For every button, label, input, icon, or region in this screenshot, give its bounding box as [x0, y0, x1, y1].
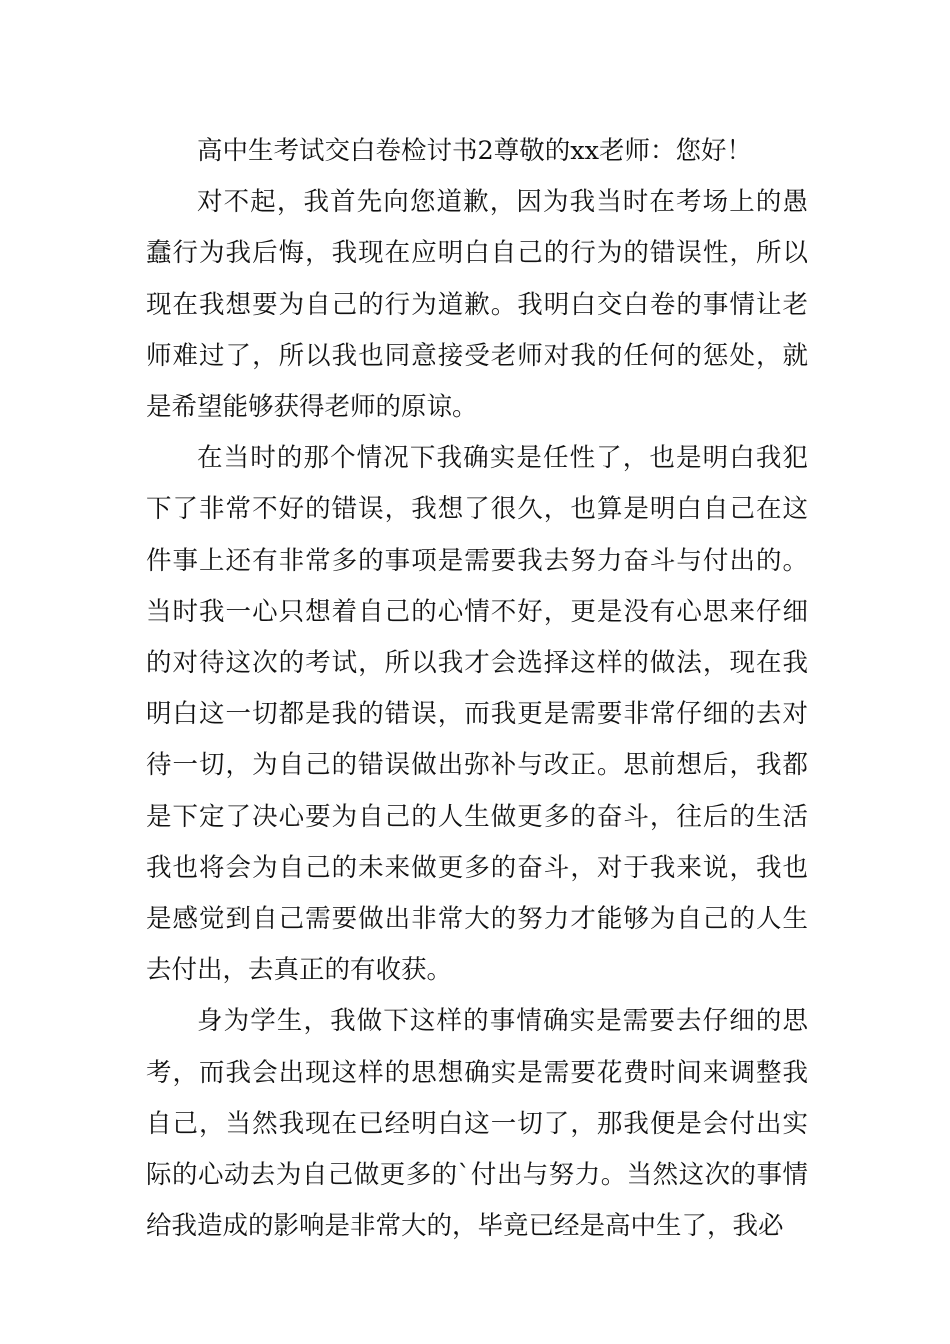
- document-body: [146, 126, 808, 1252]
- title-line: 高中生考试交白卷检讨书2尊敬的xx老师：您好！: [197, 136, 752, 166]
- paragraph-apology: 对不起，我首先向您道歉，因为我当时在考场上的愚蠢行为我后悔，我现在应明白自己的行为的错误性，所以现在我想要为自己的行为道歉。我明白交白卷的事情让老师难过了，所以我也同意接受老师对我的任何的惩处，就是希望能够获得老师的原谅。: [146, 187, 808, 423]
- paragraph-reflection: 在当时的那个情况下我确实是任性了，也是明白我犯下了非常不好的错误，我想了很久，也算是明白自己在这件事上还有非常多的事项是需要我去努力奋斗与付出的。当时我一心只想着自己的心情不好，更是没有心思来仔细的对待这次的考试，所以我才会选择这样的做法，现在我明白这一切都是我的错误，而我更是需要非常仔细的去对待一切，为自己的错误做出弥补与改正。思前想后，我都是下定了决心要为自己的人生做更多的奋斗，往后的生活我也将会为自己的未来做更多的奋斗，对于我来说，我也是感觉到自己需要做出非常大的努力才能够为自己的人生去付出，去真正的有收获。: [146, 443, 808, 986]
- paragraph-student: 身为学生，我做下这样的事情确实是需要去仔细的思考，而我会出现这样的思想确实是需要花费时间来调整我自己，当然我现在已经明白这一切了，那我便是会付出实际的心动去为自己做更多的`付出与努力。当然这次的事情给我造成的影响是非常大的，毕竟已经是高中生了，我必: [146, 1006, 808, 1242]
